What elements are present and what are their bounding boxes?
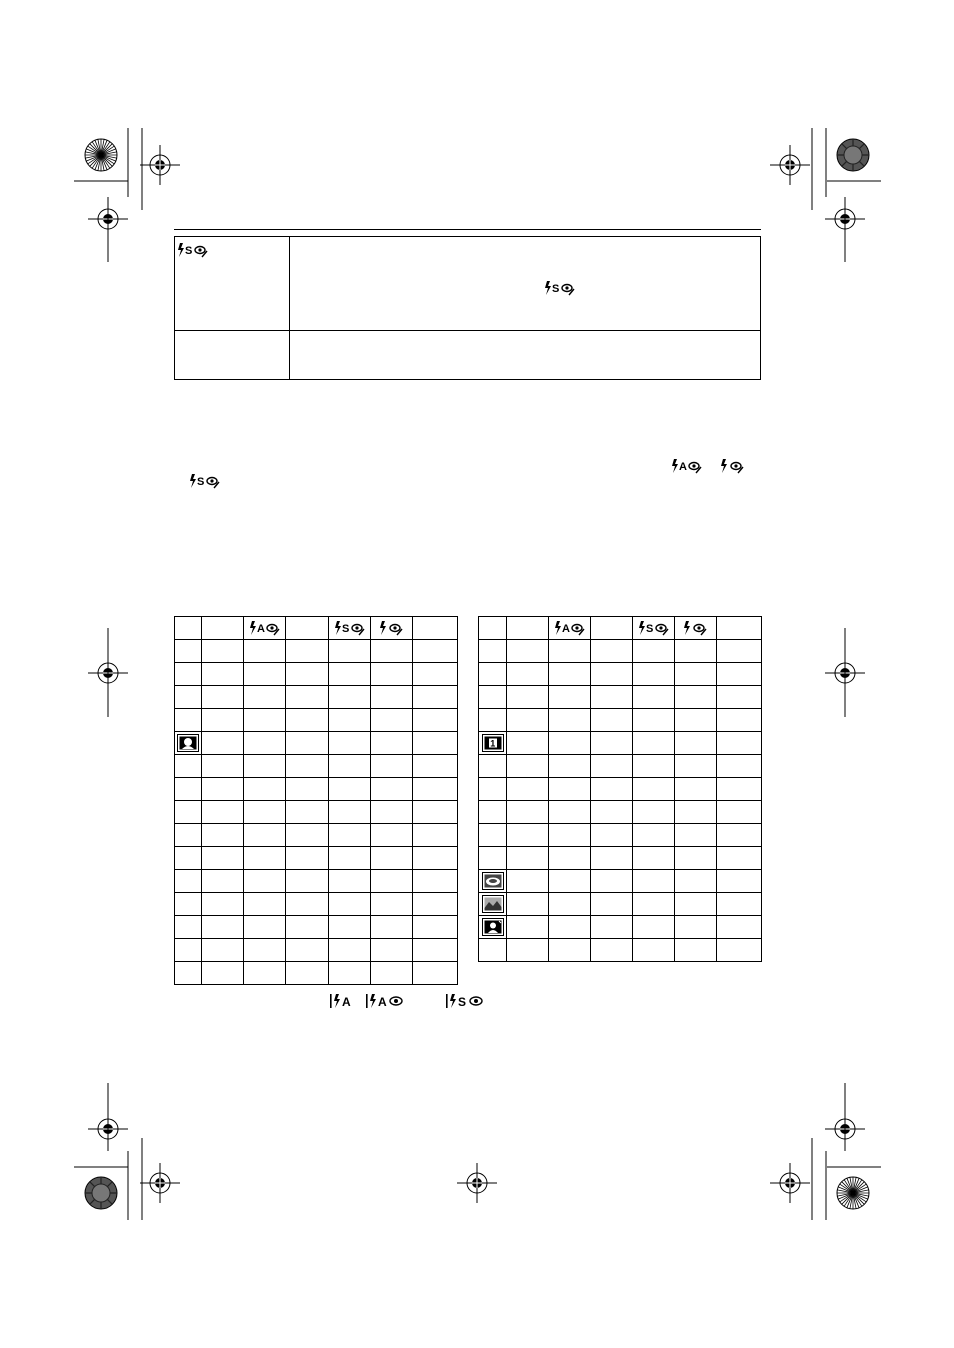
header-cell bbox=[244, 617, 286, 640]
table-row bbox=[175, 939, 458, 962]
setting-icon-cell bbox=[175, 237, 290, 331]
table-row bbox=[175, 962, 458, 985]
table-row bbox=[479, 870, 762, 893]
flash-setting-table bbox=[174, 236, 761, 380]
table-row bbox=[175, 847, 458, 870]
header-cell bbox=[286, 617, 329, 640]
scene-landscape-icon bbox=[482, 895, 504, 913]
header-cell bbox=[329, 617, 371, 640]
table-row bbox=[479, 709, 762, 732]
table-row bbox=[479, 686, 762, 709]
flash-forced-on-redeye-icon bbox=[683, 620, 709, 636]
table-row bbox=[175, 801, 458, 824]
scene-icon-cell bbox=[479, 916, 507, 939]
table-row bbox=[479, 778, 762, 801]
header-cell bbox=[479, 617, 507, 640]
table-row bbox=[479, 663, 762, 686]
setting-description-cell bbox=[290, 237, 761, 331]
table-row bbox=[175, 824, 458, 847]
scene-icon-cell bbox=[479, 893, 507, 916]
table-row bbox=[175, 893, 458, 916]
flash-slow-sync-redeye-icon bbox=[544, 280, 576, 296]
scene-icon-cell bbox=[175, 732, 202, 755]
scene-flash-table-right bbox=[478, 616, 762, 962]
flash-auto-redeye-icon bbox=[249, 620, 281, 636]
scene-icon-cell bbox=[479, 870, 507, 893]
flash-auto-redeye-icon bbox=[554, 620, 586, 636]
scene-food-icon bbox=[482, 872, 504, 890]
header-cell bbox=[413, 617, 458, 640]
header-cell bbox=[175, 617, 202, 640]
flash-auto-redeye-icon bbox=[366, 993, 404, 1009]
table-row bbox=[175, 755, 458, 778]
scene-mode-icon bbox=[482, 734, 504, 752]
header-cell bbox=[507, 617, 549, 640]
table-row bbox=[479, 939, 762, 962]
flash-auto-icon bbox=[330, 993, 354, 1009]
scene-flash-table-left bbox=[174, 616, 458, 985]
table-row bbox=[175, 709, 458, 732]
table-row bbox=[479, 847, 762, 870]
header-cell bbox=[202, 617, 244, 640]
table-row bbox=[479, 801, 762, 824]
header-cell bbox=[371, 617, 413, 640]
flash-slow-sync-redeye-icon bbox=[177, 242, 209, 258]
table-row bbox=[175, 640, 458, 663]
table-row bbox=[479, 893, 762, 916]
scene-icon-cell bbox=[479, 732, 507, 755]
table-row bbox=[175, 686, 458, 709]
flash-forced-on-redeye-icon bbox=[379, 620, 405, 636]
table-row bbox=[175, 916, 458, 939]
flash-slow-sync-redeye-icon bbox=[638, 620, 670, 636]
table-row bbox=[479, 916, 762, 939]
scene-self-portrait-icon bbox=[482, 918, 504, 936]
table-row bbox=[479, 640, 762, 663]
table-row bbox=[175, 778, 458, 801]
header-cell bbox=[675, 617, 717, 640]
flash-slow-sync-redeye-icon bbox=[334, 620, 366, 636]
setting-description-cell bbox=[290, 331, 761, 380]
table-row bbox=[479, 732, 762, 755]
table-row bbox=[175, 870, 458, 893]
setting-icon-cell bbox=[175, 331, 290, 380]
header-cell bbox=[633, 617, 675, 640]
header-cell bbox=[591, 617, 633, 640]
table-header-row bbox=[479, 617, 762, 640]
table-row bbox=[479, 824, 762, 847]
header-cell bbox=[717, 617, 762, 640]
flash-setting-row-slow-sync bbox=[175, 237, 761, 331]
scene-portrait-icon bbox=[177, 734, 199, 752]
header-cell bbox=[549, 617, 591, 640]
table-header-row bbox=[175, 617, 458, 640]
table-row bbox=[479, 755, 762, 778]
flash-auto-redeye-icon bbox=[671, 458, 703, 474]
header-rule bbox=[174, 229, 761, 230]
flash-slow-sync-redeye-icon bbox=[446, 993, 484, 1009]
flash-slow-sync-redeye-icon bbox=[189, 473, 221, 489]
flash-forced-on-redeye-icon bbox=[720, 458, 746, 474]
flash-setting-row-off bbox=[175, 331, 761, 380]
table-row bbox=[175, 732, 458, 755]
table-row bbox=[175, 663, 458, 686]
